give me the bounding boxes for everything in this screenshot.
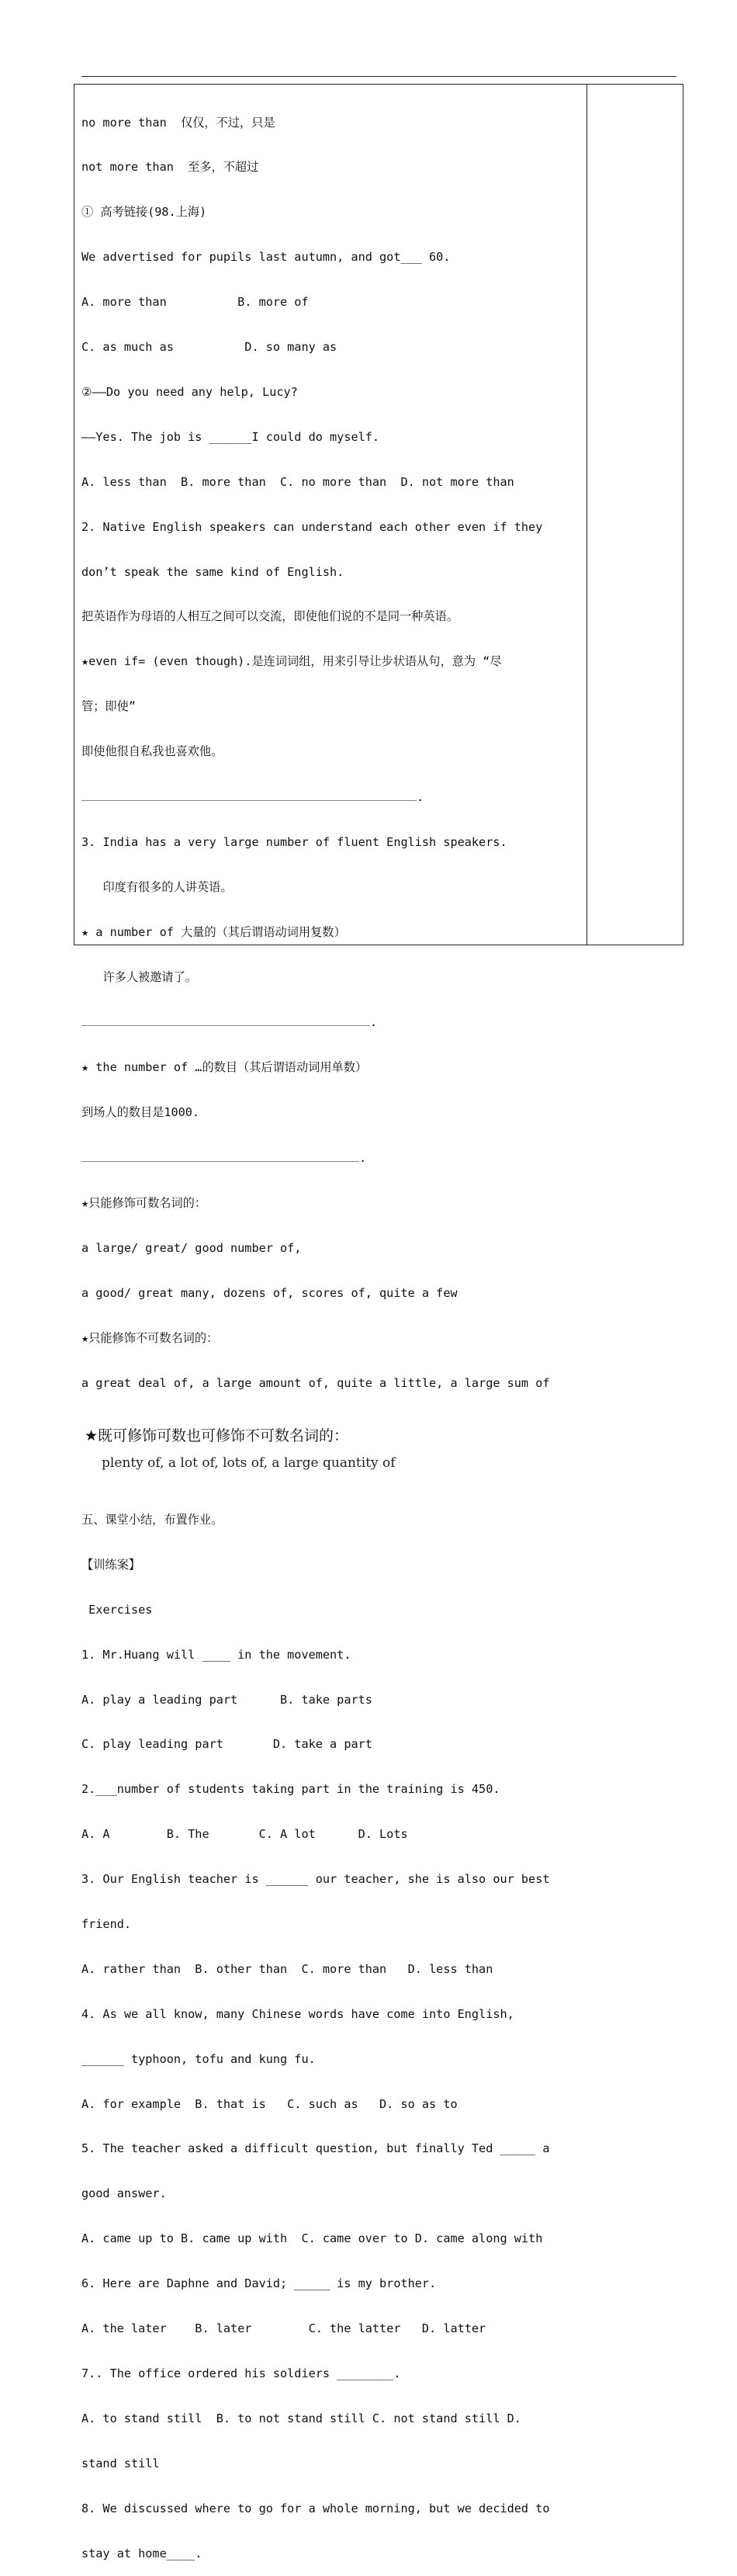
text-line: 2.___number of students taking part in the training is 450. — [81, 1782, 500, 1797]
text-line: 6. Here are Daphne and David; _____ is my brother. — [81, 2276, 437, 2291]
text-line: 五、课堂小结，布置作业。 — [81, 1513, 223, 1527]
fill-in-blank — [81, 1150, 359, 1162]
text-line: a great deal of, a large amount of, quite a little, a large sum of — [81, 1375, 550, 1390]
text-line: a good/ great many, dozens of, scores of, quite a few — [81, 1285, 458, 1300]
text-line: 5. The teacher asked a difficult question, but finally Ted _____ a — [81, 2141, 550, 2156]
text-line: A. came up to B. came up with C. came over to D. came along with — [81, 2231, 543, 2246]
text-line: ②——Do you need any help, Lucy? — [81, 384, 298, 399]
text-line: 3. Our English teacher is ______ our teacher, she is also our best — [81, 1872, 550, 1887]
text-line: A. more than B. more of — [81, 295, 309, 310]
text-line: don’t speak the same kind of English. — [81, 564, 344, 579]
text-line: 8. We discussed where to go for a whole morning, but we decided to — [81, 2501, 550, 2515]
text-line: A. play a leading part B. take parts — [81, 1692, 372, 1707]
text-line: A. less than B. more than C. no more than D. not more than — [81, 474, 514, 489]
main-text-column — [81, 85, 582, 2576]
text-line: a large/ great/ good number of, — [81, 1240, 302, 1255]
text-line: stand still — [81, 2456, 160, 2470]
column-divider — [586, 84, 587, 945]
text-line: A. the later B. later C. the latter D. latter — [81, 2321, 486, 2336]
text-line: 7.. The office ordered his soldiers ________. — [81, 2366, 401, 2380]
text-line: no more than 仅仅，不过，只是 — [81, 115, 275, 130]
text-line: ★ a number of 大量的（其后谓语动词用复数） — [81, 924, 346, 939]
fill-in-blank — [81, 789, 417, 801]
text-line: ★ the number of …的数目（其后谓语动词用单数） — [81, 1060, 368, 1075]
text-line: Exercises — [81, 1602, 153, 1617]
text-line: C. as much as D. so many as — [81, 340, 337, 355]
header-rule — [81, 76, 676, 77]
text-line: good answer. — [81, 2186, 167, 2201]
embedded-note-image — [81, 1420, 582, 1482]
text-line: 到场人的数目是1000. — [81, 1105, 200, 1120]
text-line: ★只能修饰不可数名词的： — [81, 1330, 219, 1345]
text-line: A. rather than B. other than C. more than D. less than — [81, 1961, 493, 1976]
text-line: 2. Native English speakers can understand each other even if they — [81, 519, 543, 534]
note-image-title: ★既可修饰可数也可修饰不可数名词的： — [85, 1427, 349, 1445]
text-line: A. for example B. that is C. such as D. so as to — [81, 2096, 458, 2111]
text-line: ① 高考链接(98.上海) — [81, 205, 207, 220]
text-line: ______ typhoon, tofu and kung fu. — [81, 2051, 316, 2066]
fill-in-blank — [81, 1014, 370, 1026]
text-line: A. A B. The C. A lot D. Lots — [81, 1827, 408, 1842]
text-line: 印度有很多的人讲英语。 — [81, 879, 233, 894]
text-line: ★只能修饰可数名词的： — [81, 1195, 207, 1210]
text-line: 3. India has a very large number of fluent English speakers. — [81, 834, 507, 849]
text-line: ——Yes. The job is ______I could do myself. — [81, 429, 380, 444]
text-line: 即使他很自私我也喜欢他。 — [81, 744, 223, 759]
text-line: stay at home____. — [81, 2546, 202, 2560]
text-line: 管；即使” — [81, 699, 136, 714]
blank-line — [81, 789, 582, 805]
text-line: A. to stand still B. to not stand still C. not stand still D. — [81, 2411, 521, 2425]
text-line: not more than 至多，不超过 — [81, 160, 259, 175]
blank-line — [81, 1014, 582, 1030]
blank-period: . — [417, 789, 424, 804]
section-heading: 【训练案】 — [81, 1557, 140, 1572]
text-line: 许多人被邀请了。 — [81, 969, 197, 984]
note-image-phrases: plenty of, a lot of, lots of, a large quantity of — [102, 1455, 396, 1472]
text-line: We advertised for pupils last autumn, and got___ 60. — [81, 250, 451, 265]
text-line: friend. — [81, 1917, 132, 1932]
blank-line — [81, 1150, 582, 1166]
text-line: C. play leading part D. take a part — [81, 1737, 372, 1752]
blank-period: . — [370, 1015, 378, 1030]
text-line: 4. As we all know, many Chinese words have come into English, — [81, 2006, 514, 2021]
text-line: 把英语作为母语的人相互之间可以交流，即使他们说的不是同一种英语。 — [81, 609, 458, 624]
text-line: ★even if= (even though).是连词词组，用来引导让步状语从句，意为 “尽 — [81, 654, 502, 669]
text-line: 1. Mr.Huang will ____ in the movement. — [81, 1647, 351, 1662]
blank-period: . — [359, 1151, 367, 1166]
